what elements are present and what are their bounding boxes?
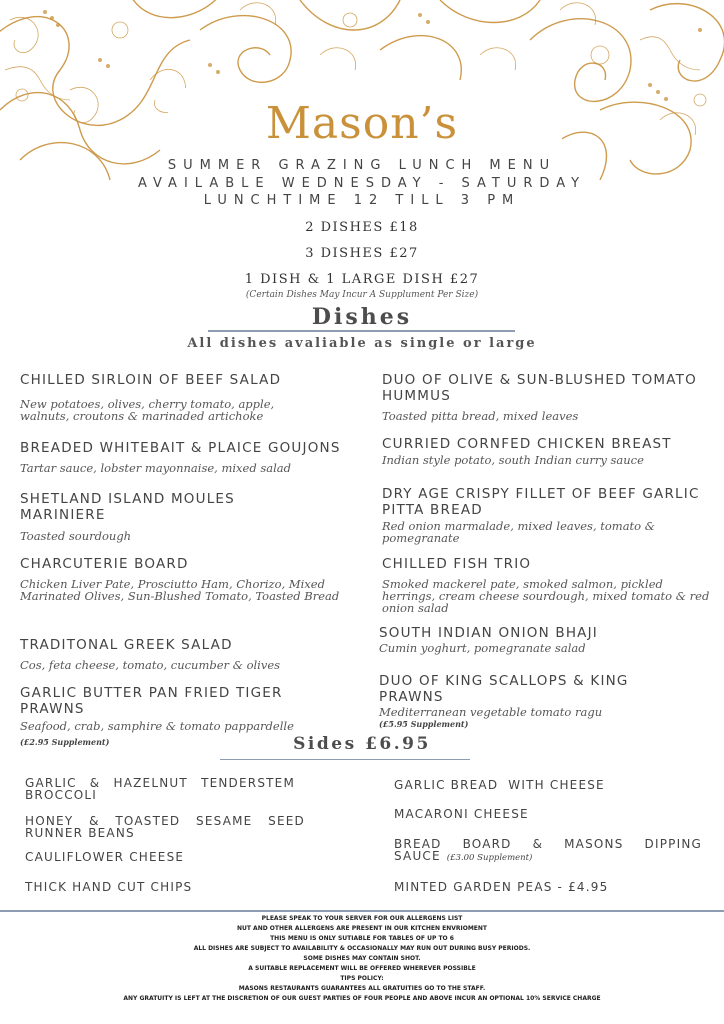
dish-description: Chicken Liver Pate, Prosciutto Ham, Chorizo, Mixed Marinated Olives, Sun-Blushed Tomato, Toasted Bread	[20, 577, 340, 603]
side-item-bread-board	[394, 838, 702, 864]
footer-divider	[0, 910, 724, 912]
dish-description: Cumin yoghurt, pomegranate salad	[379, 641, 586, 655]
price-option-three: 3 DISHES £27	[305, 246, 419, 261]
footer-notices	[0, 914, 724, 1004]
side-item: THICK HAND CUT CHIPS	[25, 880, 193, 894]
dish-name: SOUTH INDIAN ONION BHAJI	[379, 625, 598, 641]
side-item: CAULIFLOWER CHEESE	[25, 850, 185, 864]
dishes-heading: Dishes	[311, 304, 413, 330]
dish-name: CHILLED SIRLOIN OF BEEF SALAD	[20, 372, 282, 388]
dish-name: BREADED WHITEBAIT & PLAICE GOUJONS	[20, 440, 341, 456]
dish-name: CHARCUTERIE BOARD	[20, 556, 189, 572]
footer-line: PLEASE SPEAK TO YOUR SERVER FOR OUR ALLERGENS LIST	[261, 915, 463, 922]
menu-subtitle: SUMMER GRAZING LUNCH MENU	[167, 158, 557, 173]
price-option-two: 2 DISHES £18	[305, 220, 419, 235]
dish-description: Seafood, crab, samphire & tomato pappardelle	[20, 719, 294, 733]
dish-name: SHETLAND ISLAND MOULES MARINIERE	[20, 491, 235, 523]
dishes-divider	[208, 330, 515, 332]
dish-description: Toasted pitta bread, mixed leaves	[382, 409, 579, 423]
dish-description: New potatoes, olives, cherry tomato, apple, walnuts, croutons & marinaded artichoke	[20, 397, 275, 423]
footer-line: ANY GRATUITY IS LEFT AT THE DISCRETION OF OUR GUEST PARTIES OF FOUR PEOPLE AND ABOVE INCUR AN OPTIONAL 10% SERVICE CHARGE	[123, 995, 601, 1002]
dish-description: Mediterranean vegetable tomato ragu	[379, 705, 603, 719]
dish-description: Toasted sourdough	[20, 529, 132, 543]
sides-heading: Sides £6.95	[293, 734, 431, 754]
side-item: GARLIC & HAZELNUT TENDERSTEM BROCCOLI	[25, 776, 295, 802]
supplement-label: (£2.95 Supplement)	[20, 737, 110, 747]
footer-line: ALL DISHES ARE SUBJECT TO AVAILABILITY & OCCASIONALLY MAY RUN OUT DURING BUSY PERIODS.	[193, 945, 531, 952]
footer-line: SOME DISHES MAY CONTAIN SHOT.	[303, 955, 421, 962]
supplement-label: (£5.95 Supplement)	[379, 719, 469, 729]
dish-name: DUO OF OLIVE & SUN-BLUSHED TOMATO HUMMUS	[382, 372, 697, 404]
dishes-subheading: All dishes avaliable as single or large	[187, 336, 537, 351]
dish-name: DRY AGE CRISPY FILLET OF BEEF GARLIC PITTA BREAD	[382, 486, 700, 518]
dish-description: Cos, feta cheese, tomato, cucumber & olives	[20, 658, 281, 672]
footer-line: TIPS POLICY:	[340, 975, 384, 982]
footer-line: THIS MENU IS ONLY SUTIABLE FOR TABLES OF UP TO 6	[270, 935, 454, 942]
restaurant-name: Mason’s	[265, 98, 459, 149]
dish-name: GARLIC BUTTER PAN FRIED TIGER PRAWNS	[20, 685, 283, 717]
dish-name: TRADITONAL GREEK SALAD	[20, 637, 233, 653]
dish-description: Tartar sauce, lobster mayonnaise, mixed salad	[20, 461, 292, 475]
price-option-large: 1 DISH & 1 LARGE DISH £27	[244, 272, 480, 287]
side-item: GARLIC BREAD WITH CHEESE	[394, 778, 605, 792]
dish-description: Red onion marmalade, mixed leaves, tomato & pomegranate	[382, 519, 655, 545]
footer-line: NUT AND OTHER ALLERGENS ARE PRESENT IN OUR KITCHEN ENVRIOMENT	[236, 925, 488, 932]
dish-description: Indian style potato, south Indian curry sauce	[382, 453, 644, 467]
dish-description: Smoked mackerel pate, smoked salmon, pickled herrings, cream cheese sourdough, mixed tomato & red onion salad	[382, 577, 710, 615]
side-item: MINTED GARDEN PEAS - £4.95	[394, 880, 609, 894]
side-item: HONEY & TOASTED SESAME SEED RUNNER BEANS	[25, 814, 305, 840]
dish-name: DUO OF KING SCALLOPS & KING PRAWNS	[379, 673, 629, 705]
footer-line: A SUITABLE REPLACEMENT WILL BE OFFERED WHEREVER POSSIBLE	[248, 965, 476, 972]
footer-line: MASONS RESTAURANTS GUARANTEES ALL GRATUITIES GO TO THE STAFF.	[238, 985, 486, 992]
supplement-note: (Certain Dishes May Incur A Supplument Per Size)	[245, 290, 479, 300]
supplement-label: (£3.00 Supplement)	[446, 853, 533, 863]
side-item: MACARONI CHEESE	[394, 807, 529, 821]
availability-days: AVAILABLE WEDNESDAY - SATURDAY	[137, 176, 587, 191]
lunch-hours: LUNCHTIME 12 TILL 3 PM	[203, 193, 521, 208]
side-item-label: BREAD BOARD & MASONS DIPPING SAUCE	[394, 837, 702, 863]
dish-name: CURRIED CORNFED CHICKEN BREAST	[382, 436, 672, 452]
dish-name: CHILLED FISH TRIO	[382, 556, 532, 572]
sides-divider	[220, 759, 470, 760]
